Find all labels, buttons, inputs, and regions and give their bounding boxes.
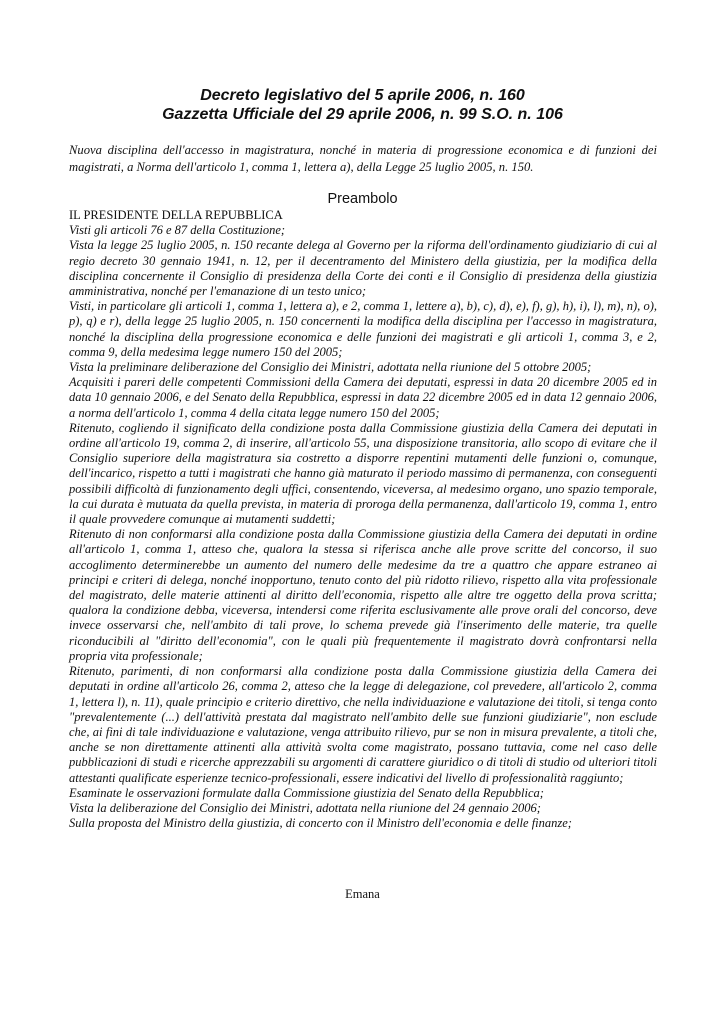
preamble-paragraph: Ritenuto, parimenti, di non conformarsi alla condizione posta dalla Commissione giustizia della Camera dei deputati in ordine all'articolo 26, comma 2, atteso che la legge di delegazione, col prevedere, all'articolo 2, comma 1, lettera l), n. 11), quale principio e criterio direttivo, che nella individuazione e valutazione dei titoli, si tenga conto "prevalentemente (...) dell'attività prestata dal magistrato nell'ambito delle sue funzioni giudiziarie", non esclude che, ai fini di tale individuazione e valutazione, venga attribuito rilievo, pur se non in misura prevalente, a titoli che, anche se non direttamente attinenti alla attività svolta come magistrato, possano tuttavia, come nel caso delle pubblicazioni di studi e ricerche apprezzabili su argomenti di carattere giuridico o di titoli di studio od ulteriori titoli attestanti qualificate esperienze tecnico-professionali, essere indicativi del livello di professionalità raggiunto; [69,664,657,785]
preamble-paragraph: Acquisiti i pareri delle competenti Commissioni della Camera dei deputati, espressi in data 20 dicembre 2005 ed in data 10 gennaio 2006, e del Senato della Repubblica, espressi in data 22 dicembre 2005 ed in data 12 gennaio 2006, a norma dell'articolo 1, comma 4 della citata legge numero 150 del 2005; [69,375,657,420]
preamble-paragraph: Visti, in particolare gli articoli 1, comma 1, lettera a), e 2, comma 1, lettere a), b), c), d), e), f), g), h), i), l), m), n), o), p), q) e r), della legge 25 luglio 2005, n. 150 concernenti la modifica della disciplina per l'accesso in magistratura, nonché la disciplina della progressione economica e delle funzioni dei magistrati e gli articoli 1, comma 3, e 2, comma 9, della medesima legge numero 150 del 2005; [69,299,657,359]
president-line: IL PRESIDENTE DELLA REPUBBLICA [69,208,283,222]
title-line-gazette: Gazzetta Ufficiale del 29 aprile 2006, n. 99 S.O. n. 106 [162,106,563,123]
preamble-paragraph: Ritenuto, cogliendo il significato della condizione posta dalla Commissione giustizia della Camera dei deputati in ordine all'articolo 19, comma 2, di inserire, all'articolo 55, una disposizione transitoria, allo scopo di evitare che il Consiglio superiore della magistratura sia costretto a disporre repentini mutamenti delle funzioni o, comunque, dell'incarico, rispetto a tutti i magistrati che hanno già maturato il periodo massimo di permanenza, con conseguenti possibili difficoltà di funzionamento degli uffici, consentendo, viceversa, al medesimo organo, uno spazio temporale, la cui durata è mutuata da quella prevista, in materia di proroga della permanenza, dall'articolo 19, comma 1, entro il quale provvedere comunque ai mutamenti suddetti; [69,420,657,527]
preamble-paragraph: Esaminate le osservazioni formulate dalla Commissione giustizia del Senato della Repubblica; [69,785,544,800]
title-line-decree: Decreto legislativo del 5 aprile 2006, n. 160 [200,87,525,104]
preamble-paragraph: Vista la legge 25 luglio 2005, n. 150 recante delega al Governo per la riforma dell'ordinamento giudiziario di cui al regio decreto 30 gennaio 1941, n. 12, per il decentramento del Ministero della giustizia, per la modifica della disciplina concernente il Consiglio di presidenza della Corte dei conti e il Consiglio di presidenza della giustizia amministrativa, nonché per l'emanazione di un testo unico; [69,238,657,299]
preamble-paragraph: Vista la deliberazione del Consiglio dei Ministri, adottata nella riunione del 24 gennaio 2006; [69,800,541,815]
preamble-paragraph: Ritenuto di non conformarsi alla condizione posta dalla Commissione giustizia della Camera dei deputati in ordine all'articolo 1, comma 1, atteso che, qualora la stessa si riferisca anche alle prove scritte del concorso, il suo accoglimento determinerebbe un aumento del numero delle medesime da tre a quattro che appare estraneo ai principi e criteri di delega, nonché inopportuno, tenuto conto del più ridotto rilievo, rispetto alla vita professionale del magistrato, delle materie attinenti al diritto dell'economia, rispetto alle altre tre oggetto della prova scritta; qualora la condizione debba, viceversa, intendersi come riferita esclusivamente alle prove orali del concorso, deve invece osservarsi che, nell'ambito di tali prove, lo schema prevede già l'inserimento delle materie, tra quelle riconducibili al "diritto dell'economia", con le quali più frequentemente il magistrato dovrà confrontarsi nella propria vita professionale; [69,527,657,663]
document-subtitle: Nuova disciplina dell'accesso in magistratura, nonché in materia di progressione economica e di funzioni dei magistrati, a Norma dell'articolo 1, comma 1, lettera a), della Legge 25 luglio 2005, n. 150. [69,143,657,174]
closing-word: Emana [345,887,380,901]
preamble-body [69,208,657,831]
section-heading: Preambolo [327,191,398,207]
preamble-paragraph: Visti gli articoli 76 e 87 della Costituzione; [69,223,286,238]
preamble-paragraph: Vista la preliminare deliberazione del Consiglio dei Ministri, adottata nella riunione del 5 ottobre 2005; [69,360,592,375]
document-title [0,86,725,124]
preamble-paragraph: Sulla proposta del Ministro della giustizia, di concerto con il Ministro dell'economia e delle finanze; [69,816,572,831]
